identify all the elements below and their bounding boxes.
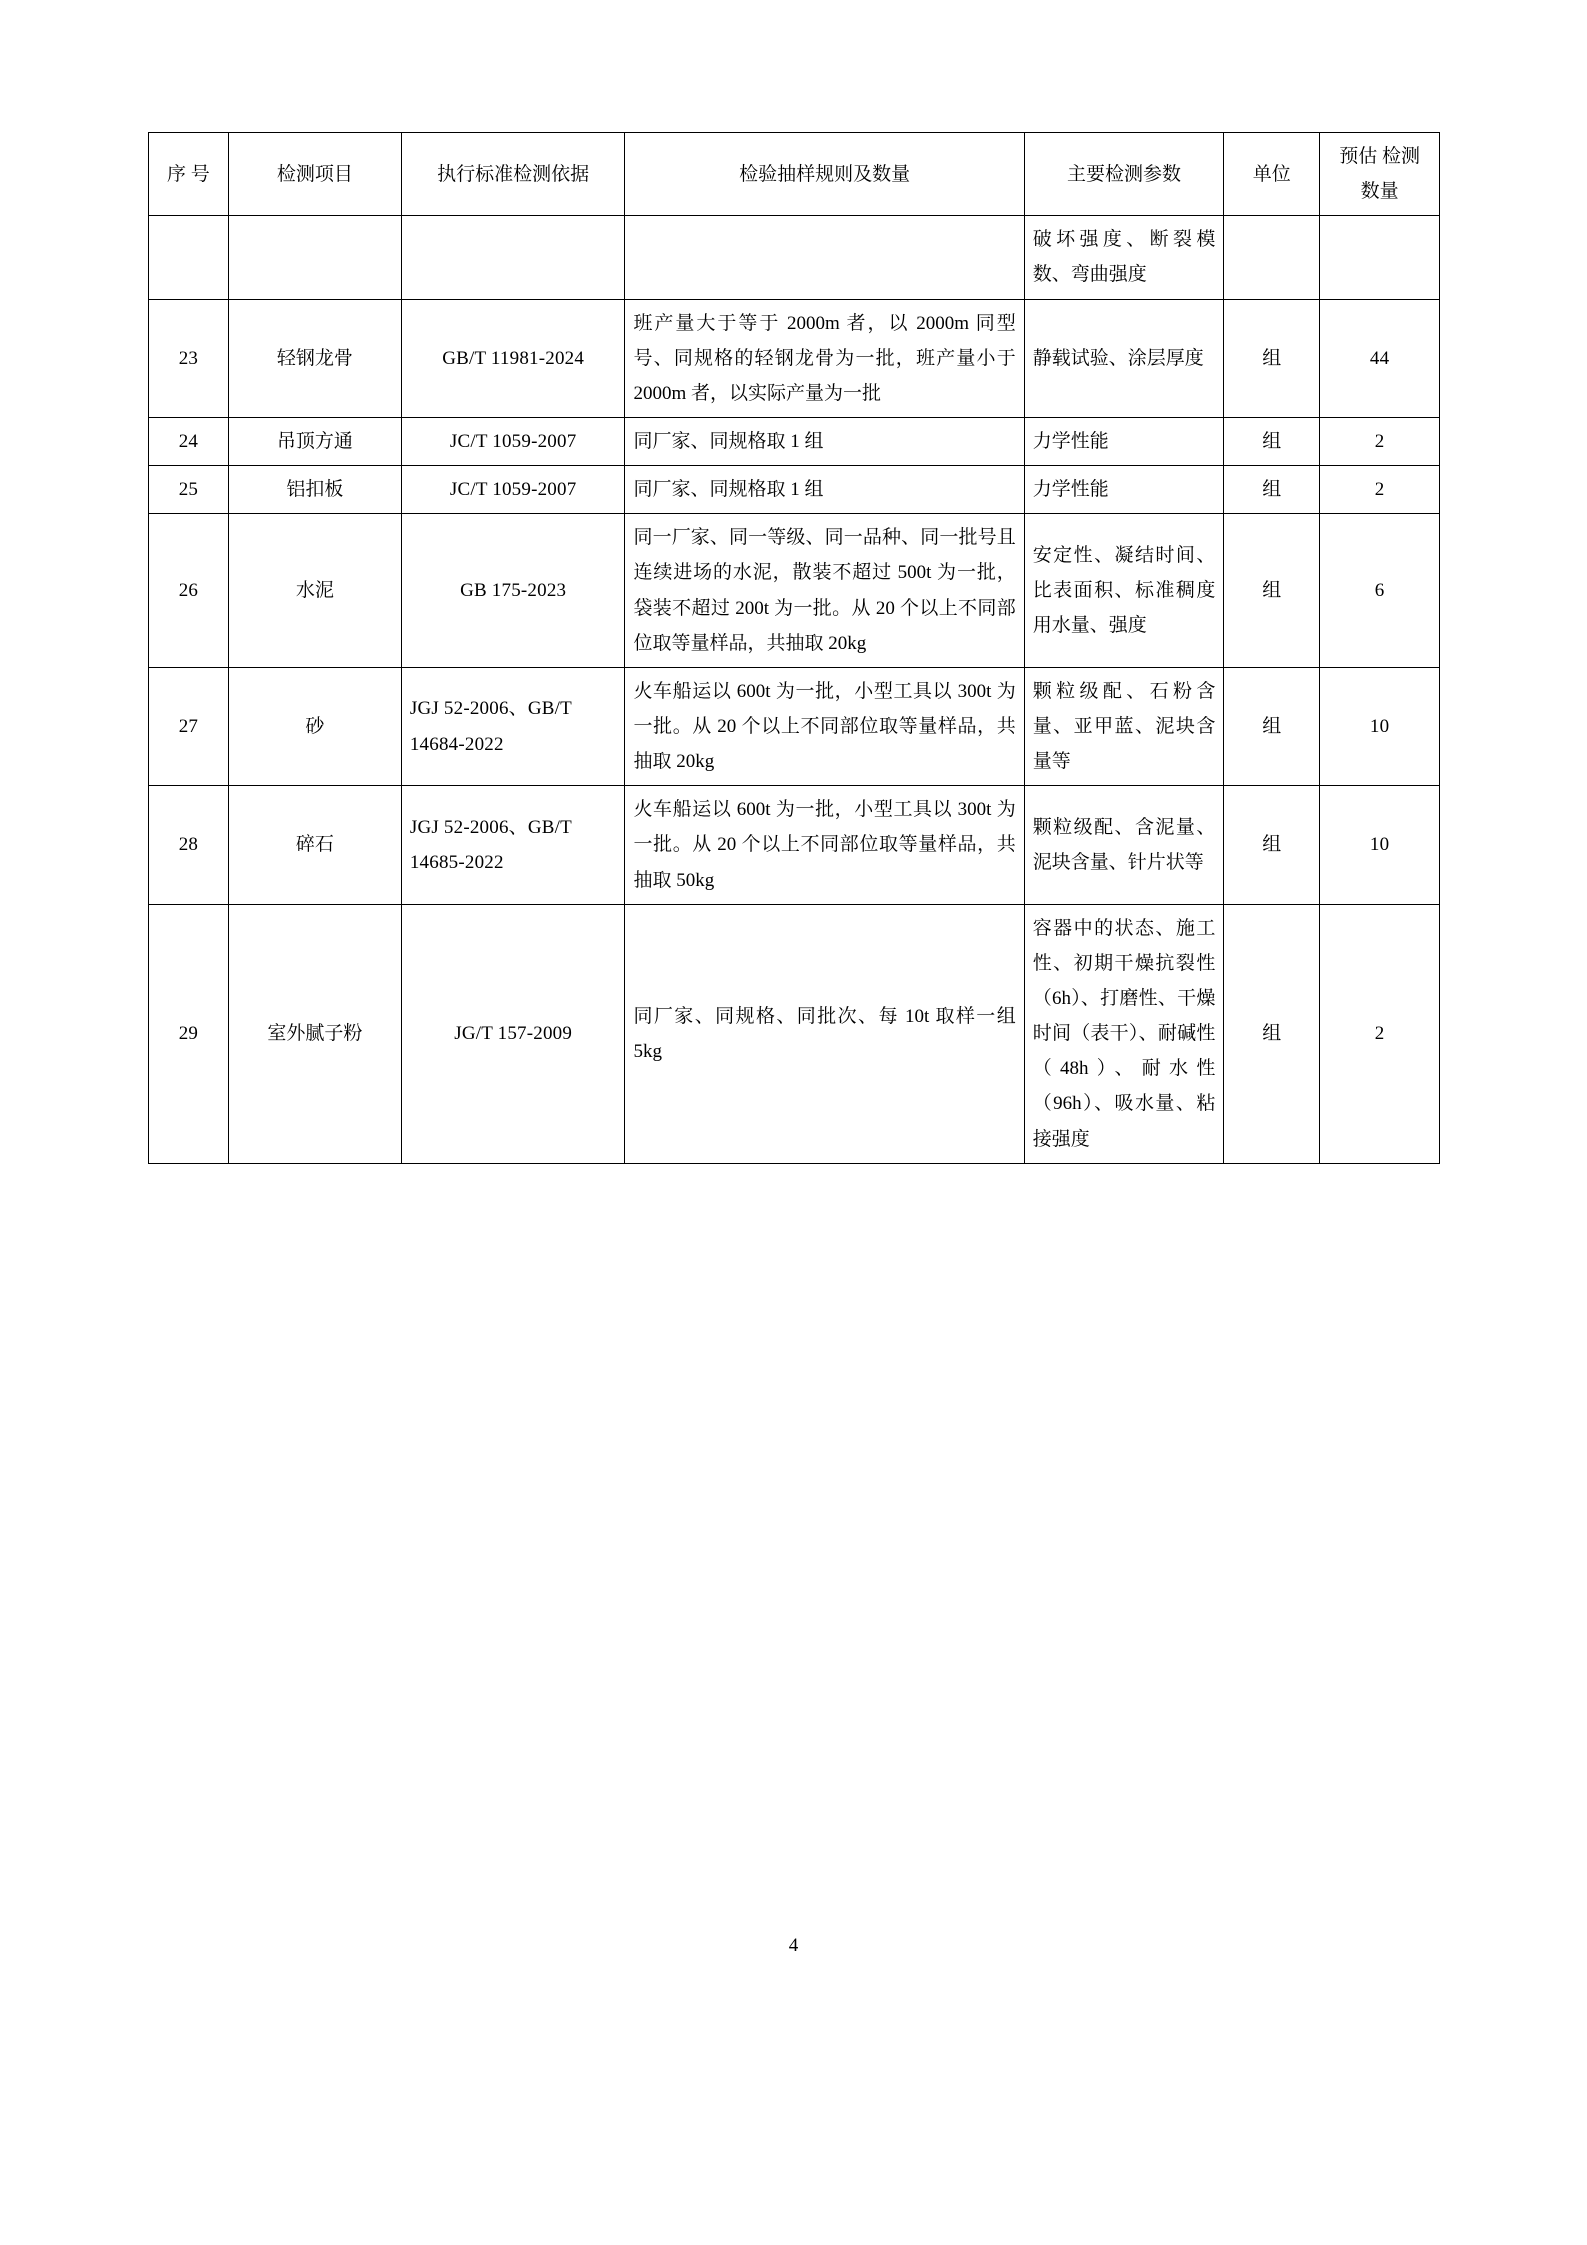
cell-unit: 组 [1224, 417, 1320, 465]
cell-item: 室外腻子粉 [228, 904, 401, 1163]
cell-no: 27 [149, 667, 229, 785]
table-row [149, 417, 1440, 465]
cell-no: 29 [149, 904, 229, 1163]
cell-no: 23 [149, 299, 229, 417]
page-number: 4 [788, 1935, 799, 1956]
cell-no: 28 [149, 786, 229, 904]
header-cell-sampling: 检验抽样规则及数量 [625, 133, 1024, 216]
cell-count [1320, 216, 1440, 299]
table-row [149, 786, 1440, 904]
cell-item: 水泥 [228, 514, 401, 668]
table-header-row [149, 133, 1440, 216]
cell-sampling: 同厂家、同规格、同批次、每 10t 取样一组 5kg [625, 904, 1024, 1163]
header-cell-item: 检测项目 [228, 133, 401, 216]
cell-count: 10 [1320, 786, 1440, 904]
cell-standard: JGJ 52-2006、GB/T 14684-2022 [401, 667, 625, 785]
cell-parameters: 颗粒级配、石粉含量、亚甲蓝、泥块含量等 [1024, 667, 1224, 785]
cell-standard: JG/T 157-2009 [401, 904, 625, 1163]
cell-sampling: 班产量大于等于 2000m 者，以 2000m 同型号、同规格的轻钢龙骨为一批，班产量小于 2000m 者，以实际产量为一批 [625, 299, 1024, 417]
header-cell-standard: 执行标准检测依据 [401, 133, 625, 216]
cell-standard: JC/T 1059-2007 [401, 417, 625, 465]
table-row [149, 299, 1440, 417]
cell-unit [1224, 216, 1320, 299]
inspection-table-wrapper [148, 132, 1440, 1164]
cell-count: 6 [1320, 514, 1440, 668]
cell-sampling [625, 216, 1024, 299]
cell-standard: GB 175-2023 [401, 514, 625, 668]
cell-parameters: 容器中的状态、施工性、初期干燥抗裂性（6h）、打磨性、干燥时间（表干）、耐碱性（48h）、耐水性（96h）、吸水量、粘接强度 [1024, 904, 1224, 1163]
cell-count: 2 [1320, 904, 1440, 1163]
cell-item: 铝扣板 [228, 466, 401, 514]
cell-parameters: 力学性能 [1024, 417, 1224, 465]
cell-sampling: 同一厂家、同一等级、同一品种、同一批号且连续进场的水泥，散装不超过 500t 为一批，袋装不超过 200t 为一批。从 20 个以上不同部位取等量样品，共抽取 20kg [625, 514, 1024, 668]
cell-standard: JC/T 1059-2007 [401, 466, 625, 514]
table-row [149, 514, 1440, 668]
header-cell-unit: 单位 [1224, 133, 1320, 216]
cell-count: 10 [1320, 667, 1440, 785]
cell-standard [401, 216, 625, 299]
table-row [149, 466, 1440, 514]
cell-parameters: 静载试验、涂层厚度 [1024, 299, 1224, 417]
cell-parameters: 力学性能 [1024, 466, 1224, 514]
cell-item: 砂 [228, 667, 401, 785]
cell-unit: 组 [1224, 466, 1320, 514]
cell-sampling: 火车船运以 600t 为一批，小型工具以 300t 为一批。从 20 个以上不同部位取等量样品，共抽取 20kg [625, 667, 1024, 785]
header-cell-no: 序 号 [149, 133, 229, 216]
cell-sampling: 同厂家、同规格取 1 组 [625, 466, 1024, 514]
cell-no: 25 [149, 466, 229, 514]
table-row [149, 904, 1440, 1163]
cell-item: 吊顶方通 [228, 417, 401, 465]
cell-unit: 组 [1224, 904, 1320, 1163]
inspection-table [148, 132, 1440, 1164]
cell-parameters: 破坏强度、断裂模数、弯曲强度 [1024, 216, 1224, 299]
cell-count: 2 [1320, 417, 1440, 465]
header-cell-count: 预估 检测 数量 [1320, 133, 1440, 216]
cell-parameters: 安定性、凝结时间、比表面积、标准稠度用水量、强度 [1024, 514, 1224, 668]
table-row [149, 667, 1440, 785]
cell-count: 44 [1320, 299, 1440, 417]
cell-parameters: 颗粒级配、含泥量、泥块含量、针片状等 [1024, 786, 1224, 904]
cell-no [149, 216, 229, 299]
cell-standard: JGJ 52-2006、GB/T 14685-2022 [401, 786, 625, 904]
cell-sampling: 火车船运以 600t 为一批，小型工具以 300t 为一批。从 20 个以上不同部位取等量样品，共抽取 50kg [625, 786, 1024, 904]
cell-unit: 组 [1224, 514, 1320, 668]
cell-unit: 组 [1224, 299, 1320, 417]
cell-count: 2 [1320, 466, 1440, 514]
cell-item: 碎石 [228, 786, 401, 904]
header-cell-parameters: 主要检测参数 [1024, 133, 1224, 216]
cell-unit: 组 [1224, 667, 1320, 785]
cell-unit: 组 [1224, 786, 1320, 904]
cell-no: 26 [149, 514, 229, 668]
table-row [149, 216, 1440, 299]
cell-item [228, 216, 401, 299]
cell-item: 轻钢龙骨 [228, 299, 401, 417]
cell-standard: GB/T 11981-2024 [401, 299, 625, 417]
cell-sampling: 同厂家、同规格取 1 组 [625, 417, 1024, 465]
cell-no: 24 [149, 417, 229, 465]
